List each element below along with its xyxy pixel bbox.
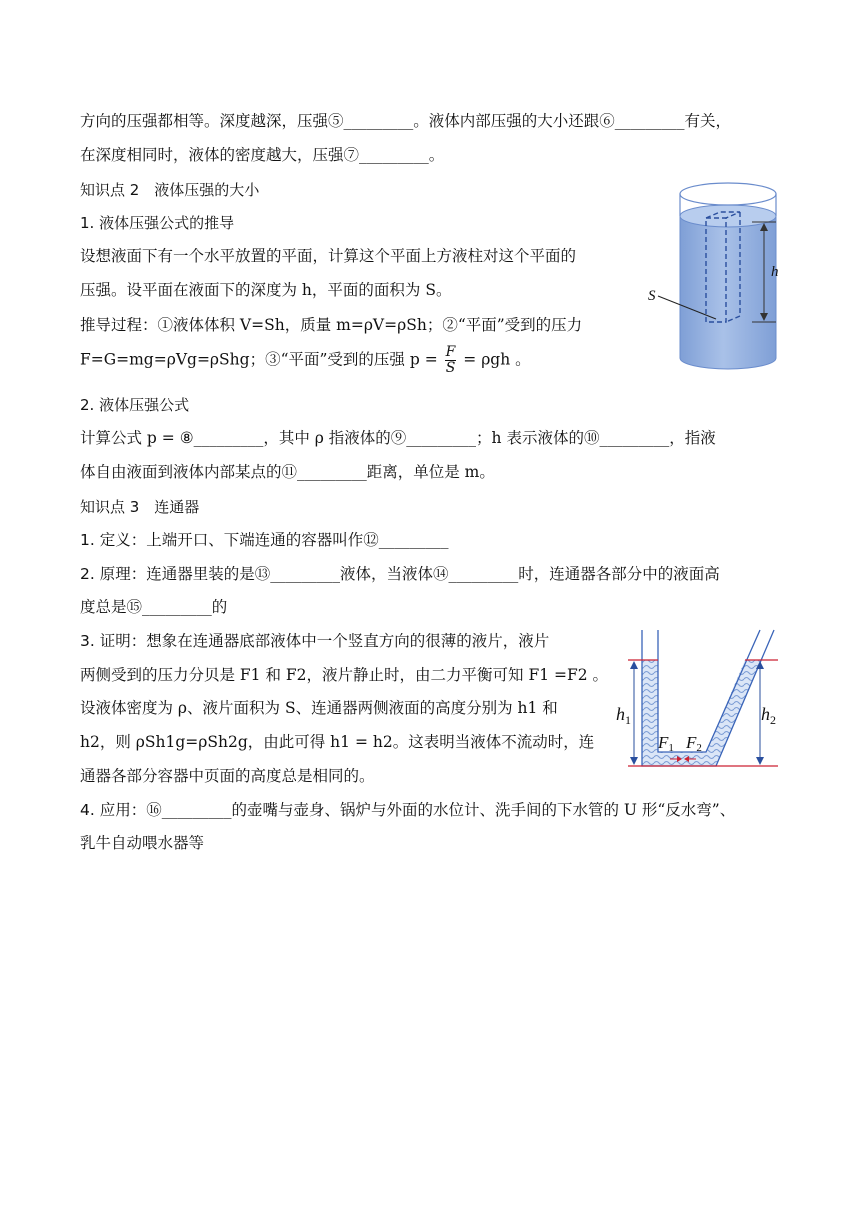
paragraph-line: 度总是⑮_________的	[80, 598, 228, 616]
paragraph-line: h2，则 ρSh1g=ρSh2g，由此可得 h1 = h2。这表明当液体不流动时，连	[80, 733, 595, 751]
formula-line	[80, 345, 531, 376]
liquid-surface	[680, 205, 776, 227]
proof-line	[80, 630, 549, 652]
paragraph-line: 在深度相同时，液体的密度越大，压强⑦_________。	[80, 146, 445, 164]
item-text: ：⑯_________的壶嘴与壶身、锅炉与外面的水位计、洗手间的下水管的 U 形“反水弯”、	[130, 801, 736, 819]
fraction-numerator: F	[445, 344, 456, 360]
h2-label: $h_2$	[761, 704, 776, 727]
liquid-body	[680, 216, 776, 369]
item-text: ：连通器里装的是⑬_________液体，当液体⑭_________时，连通器各部分中的液面高	[130, 565, 720, 583]
paragraph-line: 推导过程：①液体体积 V=Sh，质量 m=ρV=ρSh；②“平面”受到的压力	[80, 316, 583, 334]
f1-label: F1	[658, 733, 674, 754]
h-label: h	[771, 264, 779, 280]
s-label: S	[648, 288, 656, 304]
principle-line	[80, 563, 720, 585]
application-line	[80, 799, 735, 821]
item-text: ：上端开口、下端连通的容器叫作⑫_________	[130, 531, 449, 549]
paragraph-line: 乳牛自动喂水器等	[80, 834, 205, 852]
u-tube-figure	[614, 628, 790, 774]
fraction-f-over-s	[445, 345, 457, 376]
cylinder-figure	[640, 182, 800, 374]
definition-line	[80, 529, 448, 551]
paragraph-line: 设想液面下有一个水平放置的平面，计算这个平面上方液柱对这个平面的	[80, 247, 577, 265]
subsection-heading: 1. 液体压强公式的推导	[80, 214, 235, 232]
item-text: ：想象在连通器底部液体中一个竖直方向的很薄的液片，液片	[130, 632, 550, 650]
item-label: 2. 原理	[80, 565, 131, 583]
formula-text: F=G=mg=ρVg=ρShg；③“平面”受到的压强 p =	[80, 350, 438, 369]
subsection-heading: 2. 液体压强公式	[80, 396, 190, 414]
fraction-denominator: S	[445, 360, 456, 376]
formula-text: = ρgh 。	[463, 350, 531, 369]
f2-label: F2	[686, 733, 702, 754]
section-heading: 知识点 3 连通器	[80, 498, 200, 516]
item-label: 3. 证明	[80, 632, 131, 650]
item-label: 4. 应用	[80, 801, 131, 819]
h1-label: $h_1$	[616, 704, 631, 727]
paragraph-line: 两侧受到的压力分贝是 F1 和 F2，液片静止时，由二力平衡可知 F1 =F2 。	[80, 666, 609, 684]
paragraph-line: 通器各部分容器中页面的高度总是相同的。	[80, 767, 375, 785]
paragraph-line: 计算公式 p = ⑧_________，其中 ρ 指液体的⑨_________；h 表示液体的⑩_________，指液	[80, 429, 716, 447]
paragraph-line: 方向的压强都相等。深度越深，压强⑤_________。液体内部压强的大小还跟⑥_________有关，	[80, 112, 732, 130]
paragraph-line: 体自由液面到液体内部某点的⑪_________距离，单位是 m。	[80, 463, 495, 481]
paragraph-line: 设液体密度为 ρ、液片面积为 S、连通器两侧液面的高度分别为 h1 和	[80, 699, 558, 717]
section-heading: 知识点 2 液体压强的大小	[80, 181, 260, 199]
paragraph-line: 压强。设平面在液面下的深度为 h，平面的面积为 S。	[80, 281, 452, 299]
cylinder-top-rim	[680, 183, 776, 205]
item-label: 1. 定义	[80, 531, 131, 549]
